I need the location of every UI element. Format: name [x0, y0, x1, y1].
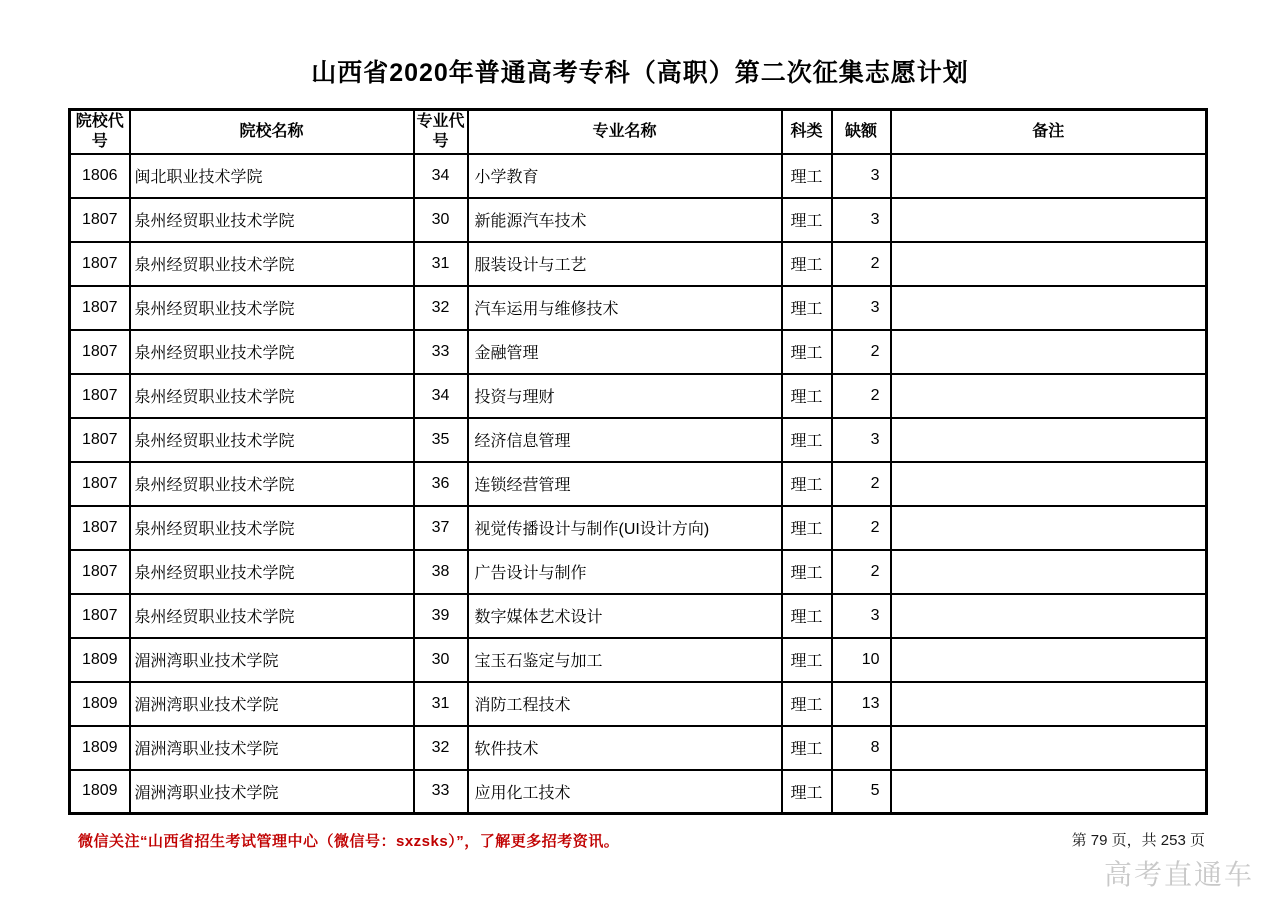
cell-college-name: 泉州经贸职业技术学院	[130, 418, 414, 462]
table-row	[70, 682, 1207, 726]
cell-vacancy: 2	[832, 462, 891, 506]
table-row	[70, 198, 1207, 242]
cell-remark	[891, 330, 1207, 374]
cell-category: 理工	[782, 682, 832, 726]
cell-college-name: 泉州经贸职业技术学院	[130, 242, 414, 286]
cell-college-code: 1809	[70, 726, 130, 770]
cell-college-name: 泉州经贸职业技术学院	[130, 506, 414, 550]
cell-remark	[891, 462, 1207, 506]
cell-category: 理工	[782, 594, 832, 638]
cell-college-name: 泉州经贸职业技术学院	[130, 550, 414, 594]
cell-college-name: 湄洲湾职业技术学院	[130, 770, 414, 814]
cell-major-code: 32	[414, 726, 468, 770]
cell-college-name: 泉州经贸职业技术学院	[130, 286, 414, 330]
cell-major-name: 数字媒体艺术设计	[468, 594, 782, 638]
cell-major-code: 31	[414, 682, 468, 726]
cell-college-code: 1809	[70, 682, 130, 726]
table-row	[70, 770, 1207, 814]
cell-category: 理工	[782, 550, 832, 594]
cell-college-code: 1809	[70, 770, 130, 814]
column-header-4: 科类	[782, 110, 832, 154]
cell-category: 理工	[782, 638, 832, 682]
cell-major-code: 36	[414, 462, 468, 506]
cell-vacancy: 2	[832, 506, 891, 550]
cell-vacancy: 10	[832, 638, 891, 682]
cell-college-name: 泉州经贸职业技术学院	[130, 330, 414, 374]
cell-major-code: 34	[414, 374, 468, 418]
cell-college-code: 1807	[70, 550, 130, 594]
cell-vacancy: 3	[832, 198, 891, 242]
cell-category: 理工	[782, 286, 832, 330]
table-row	[70, 726, 1207, 770]
column-header-2: 专业代号	[414, 110, 468, 154]
cell-college-code: 1807	[70, 242, 130, 286]
cell-vacancy: 2	[832, 374, 891, 418]
cell-major-code: 37	[414, 506, 468, 550]
cell-vacancy: 5	[832, 770, 891, 814]
cell-major-code: 33	[414, 330, 468, 374]
cell-college-code: 1806	[70, 154, 130, 198]
table-row	[70, 550, 1207, 594]
wechat-notice-text: 微信关注“山西省招生考试管理中心（微信号：sxzsks）”，了解更多招考资讯。	[78, 833, 620, 850]
cell-college-code: 1807	[70, 418, 130, 462]
cell-major-code: 34	[414, 154, 468, 198]
cell-category: 理工	[782, 154, 832, 198]
cell-remark	[891, 638, 1207, 682]
table-row	[70, 418, 1207, 462]
column-header-1: 院校名称	[130, 110, 414, 154]
cell-remark	[891, 550, 1207, 594]
cell-major-name: 宝玉石鉴定与加工	[468, 638, 782, 682]
admission-plan-table	[68, 108, 1208, 815]
cell-major-name: 金融管理	[468, 330, 782, 374]
column-header-6: 备注	[891, 110, 1207, 154]
cell-remark	[891, 374, 1207, 418]
cell-remark	[891, 594, 1207, 638]
cell-college-name: 泉州经贸职业技术学院	[130, 374, 414, 418]
cell-major-name: 消防工程技术	[468, 682, 782, 726]
table-header-row	[70, 110, 1207, 154]
cell-vacancy: 3	[832, 286, 891, 330]
table-row	[70, 638, 1207, 682]
cell-major-name: 汽车运用与维修技术	[468, 286, 782, 330]
cell-major-name: 新能源汽车技术	[468, 198, 782, 242]
cell-college-code: 1807	[70, 286, 130, 330]
cell-major-name: 连锁经营管理	[468, 462, 782, 506]
column-header-0: 院校代号	[70, 110, 130, 154]
cell-major-code: 30	[414, 198, 468, 242]
cell-major-name: 服装设计与工艺	[468, 242, 782, 286]
cell-major-code: 32	[414, 286, 468, 330]
watermark-text: 高考直通车	[1103, 859, 1254, 890]
cell-remark	[891, 154, 1207, 198]
table-row	[70, 242, 1207, 286]
table-row	[70, 286, 1207, 330]
cell-major-code: 39	[414, 594, 468, 638]
cell-vacancy: 3	[832, 154, 891, 198]
cell-major-code: 31	[414, 242, 468, 286]
cell-vacancy: 2	[832, 330, 891, 374]
cell-college-name: 闽北职业技术学院	[130, 154, 414, 198]
cell-major-name: 小学教育	[468, 154, 782, 198]
cell-remark	[891, 726, 1207, 770]
cell-major-code: 38	[414, 550, 468, 594]
cell-category: 理工	[782, 374, 832, 418]
cell-category: 理工	[782, 242, 832, 286]
cell-vacancy: 2	[832, 242, 891, 286]
column-header-5: 缺额	[832, 110, 891, 154]
cell-college-name: 湄洲湾职业技术学院	[130, 726, 414, 770]
table-row	[70, 374, 1207, 418]
cell-college-name: 湄洲湾职业技术学院	[130, 682, 414, 726]
cell-category: 理工	[782, 462, 832, 506]
table-row	[70, 462, 1207, 506]
cell-category: 理工	[782, 418, 832, 462]
cell-major-code: 33	[414, 770, 468, 814]
cell-vacancy: 13	[832, 682, 891, 726]
table-row	[70, 330, 1207, 374]
cell-remark	[891, 682, 1207, 726]
cell-major-code: 30	[414, 638, 468, 682]
cell-remark	[891, 286, 1207, 330]
cell-major-code: 35	[414, 418, 468, 462]
cell-category: 理工	[782, 198, 832, 242]
cell-category: 理工	[782, 726, 832, 770]
cell-major-name: 软件技术	[468, 726, 782, 770]
cell-category: 理工	[782, 506, 832, 550]
cell-vacancy: 8	[832, 726, 891, 770]
cell-college-name: 泉州经贸职业技术学院	[130, 462, 414, 506]
cell-remark	[891, 770, 1207, 814]
cell-college-code: 1809	[70, 638, 130, 682]
table-row	[70, 506, 1207, 550]
cell-college-code: 1807	[70, 462, 130, 506]
cell-college-code: 1807	[70, 506, 130, 550]
table-row	[70, 154, 1207, 198]
cell-college-name: 泉州经贸职业技术学院	[130, 594, 414, 638]
cell-major-name: 广告设计与制作	[468, 550, 782, 594]
cell-college-code: 1807	[70, 330, 130, 374]
page-title: 山西省2020年普通高考专科（高职）第二次征集志愿计划	[311, 59, 969, 87]
cell-remark	[891, 242, 1207, 286]
cell-college-code: 1807	[70, 374, 130, 418]
column-header-3: 专业名称	[468, 110, 782, 154]
cell-college-name: 泉州经贸职业技术学院	[130, 198, 414, 242]
cell-college-code: 1807	[70, 198, 130, 242]
cell-major-name: 视觉传播设计与制作(UI设计方向)	[468, 506, 782, 550]
cell-remark	[891, 418, 1207, 462]
cell-remark	[891, 506, 1207, 550]
cell-college-name: 湄洲湾职业技术学院	[130, 638, 414, 682]
cell-major-name: 投资与理财	[468, 374, 782, 418]
cell-category: 理工	[782, 770, 832, 814]
cell-vacancy: 3	[832, 594, 891, 638]
cell-remark	[891, 198, 1207, 242]
cell-category: 理工	[782, 330, 832, 374]
cell-major-name: 应用化工技术	[468, 770, 782, 814]
cell-major-name: 经济信息管理	[468, 418, 782, 462]
page-number-info: 第 79 页，共 253 页	[1071, 832, 1205, 849]
cell-college-code: 1807	[70, 594, 130, 638]
cell-vacancy: 2	[832, 550, 891, 594]
cell-vacancy: 3	[832, 418, 891, 462]
table-row	[70, 594, 1207, 638]
